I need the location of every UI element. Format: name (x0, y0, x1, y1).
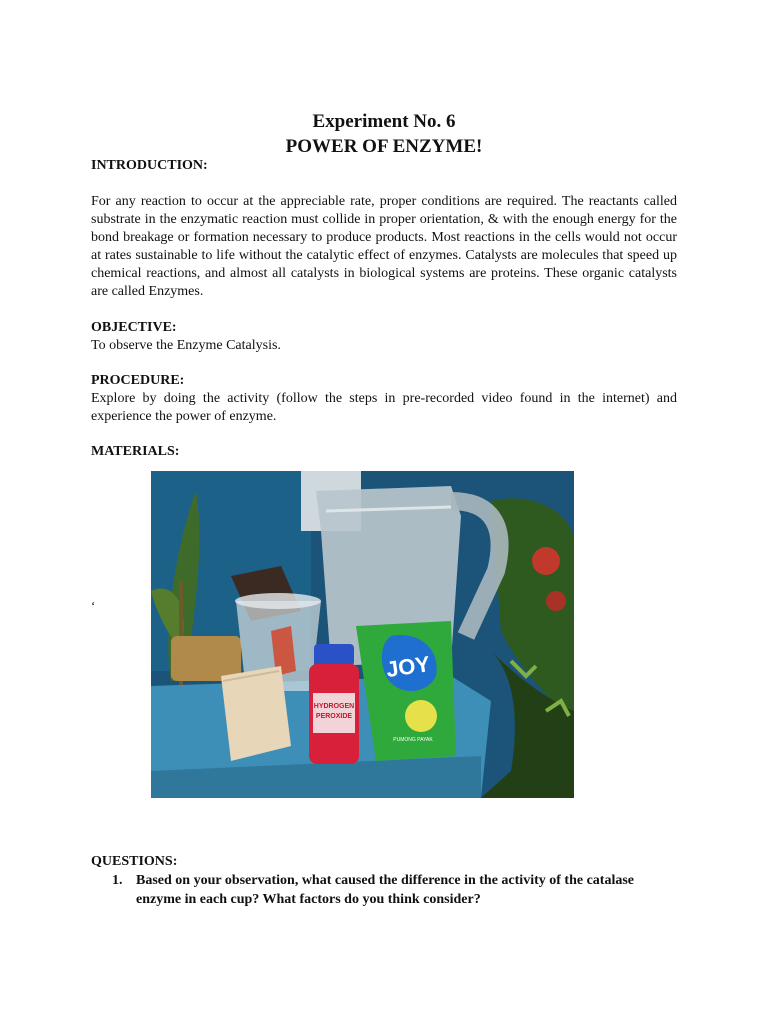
procedure-heading: PROCEDURE: (91, 373, 185, 388)
question-number: 1. (112, 873, 123, 888)
question-item (112, 871, 682, 909)
introduction-heading: INTRODUCTION: (91, 158, 208, 173)
introduction-text: For any reaction to occur at the appreciable rate, proper conditions are required. The reactants called substrate in the enzymatic reaction must collide in proper orientation, & with the enough energy for the bond breakage or formation necessary to produce products. Most reactions in the cells would not occur at rates sustainable to life without the catalytic effect of enzymes. Catalysts are molecules that speed up chemical reactions, and almost all catalysts in biological systems are proteins. These organic catalysts are called Enzymes. (91, 194, 677, 299)
stray-quote-mark: ‘ (91, 598, 96, 613)
objective-text: To observe the Enzyme Catalysis. (91, 338, 281, 353)
procedure-text: Explore by doing the activity (follow the steps in pre-recorded video found in the internet) and experience the power of enzyme. (91, 391, 677, 424)
sachet-small-text: PUMONG PAYAK (393, 737, 433, 743)
materials-heading: MATERIALS: (91, 444, 180, 459)
sachet-brand: JOY (384, 651, 432, 683)
objective-heading: OBJECTIVE: (91, 320, 177, 335)
question-text: Based on your observation, what caused the difference in the activity of the catalase enzyme in each cup? What factors do you think consider? (136, 873, 634, 907)
questions-heading: QUESTIONS: (91, 854, 178, 869)
bottle-label-line2: PEROXIDE (315, 713, 353, 720)
experiment-subtitle: POWER OF ENZYME! (285, 136, 483, 157)
experiment-title: Experiment No. 6 (312, 111, 456, 132)
materials-photo-drawing (151, 471, 574, 798)
bottle-label-line1: HYDROGEN (313, 703, 355, 710)
materials-photo (151, 471, 574, 798)
